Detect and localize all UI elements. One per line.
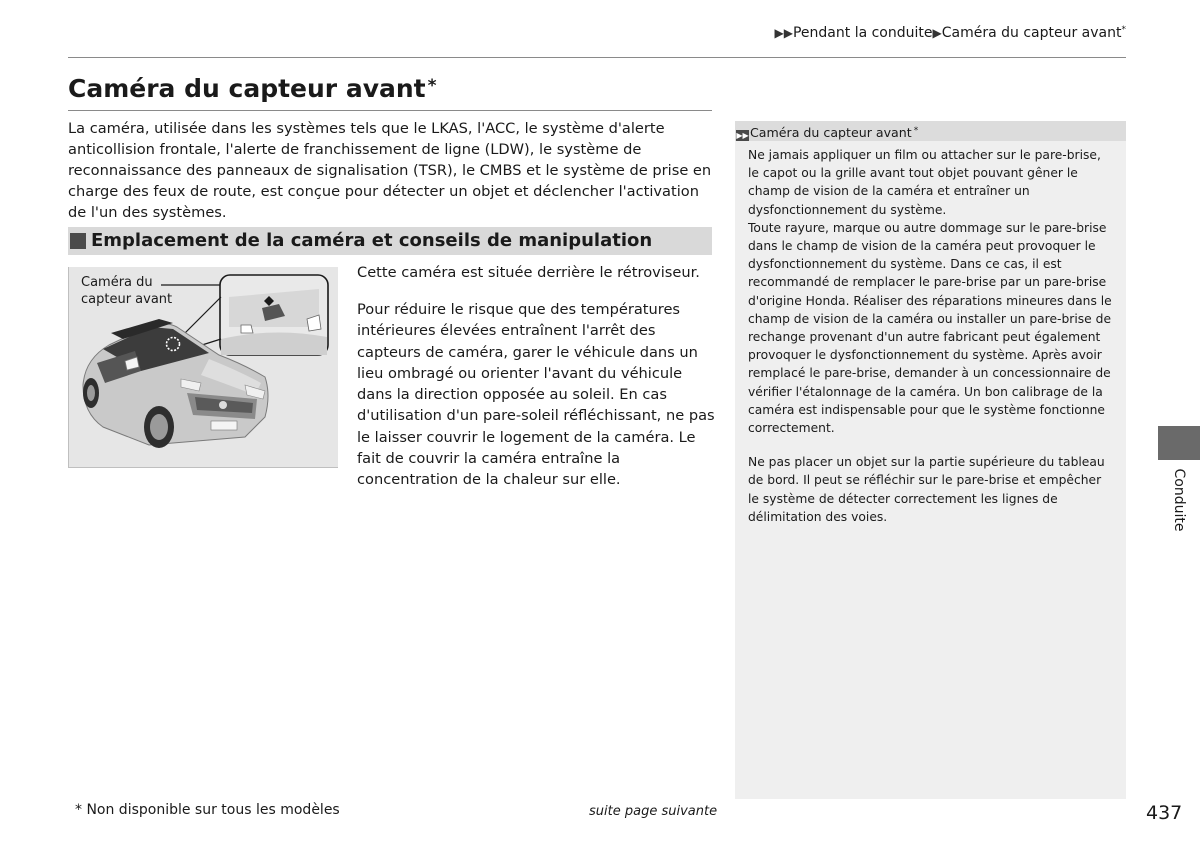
breadcrumb [775, 25, 1126, 41]
chapter-tab-text: Conduite [1171, 468, 1187, 532]
breadcrumb-arrow-icon: ▶▶ [774, 26, 793, 40]
sidebar-paragraph-film: Ne jamais appliquer un film ou attacher sur le pare-brise, le capot ou la grille avant tout objet pouvant gêner le champ de vision de la caméra et entraîner un dysfonctionnement du système. [748, 148, 1101, 217]
figure-label-line: Caméra du [81, 275, 153, 290]
chapter-tab[interactable] [1158, 426, 1200, 460]
page-number: 437 [1146, 802, 1183, 824]
figure-label-line: capteur avant [81, 292, 173, 307]
reference-arrow-icon: ▶▶ [736, 131, 749, 140]
section-heading: Emplacement de la caméra et conseils de manipulation [91, 230, 653, 251]
sidebar-notes [735, 121, 1126, 799]
section-heading-bar [68, 227, 712, 255]
title-divider [68, 110, 712, 111]
body-paragraph-heat: Pour réduire le risque que des températures intérieures élevées entraînent l'arrêt des capteurs de caméra, garer le véhicule dans un lieu ombragé ou orienter l'avant du véhicule dans la direction opposée au soleil. En cas d'utilisation d'un pare-soleil réfléchissant, ne pas le laisser couvrir le logement de la caméra. Le fait de couvrir la caméra entraîne la concentration de la chaleur sur elle. [357, 301, 715, 489]
breadcrumb-asterisk: * [1121, 25, 1126, 35]
figure-label [81, 274, 172, 308]
camera-location-figure [68, 267, 338, 468]
breadcrumb-item-camera[interactable]: Caméra du capteur avant [941, 25, 1122, 41]
section-square-icon [70, 233, 86, 249]
footnote: * Non disponible sur tous les modèles [75, 802, 340, 818]
page-title-text: Caméra du capteur avant [68, 74, 426, 103]
sidebar-title: Caméra du capteur avant [750, 125, 912, 140]
sidebar-paragraph-windshield: Toute rayure, marque ou autre dommage sur le pare-brise dans le champ de vision de la caméra peut provoquer le dysfonctionnement du système. Dans ce cas, il est recommandé de remplacer le pare-brise par un pare-brise d'origine Honda. Réaliser des réparations mineures dans le champ de vision de la caméra ou installer un pare-brise de rechange provenant d'un autre fabricant peut également provoquer le dysfonctionnement du système. Après avoir remplacé le pare-brise, demander à un concessionnaire de vérifier l'étalonnage de la caméra. Un bon calibrage de la caméra est indispensable pour que le système fonctionne correctement. [748, 220, 1112, 436]
sidebar-title-asterisk: * [913, 126, 919, 136]
page-title [68, 74, 437, 103]
header-divider [68, 57, 1126, 58]
intro-paragraph: La caméra, utilisée dans les systèmes tels que le LKAS, l'ACC, le système d'alerte anticollision frontale, l'alerte de franchissement de ligne (LDW), le système de reconnaissance des panneaux de signalisation (TSR), le CMBS et le système de prise en charge des feux de route, est conçue pour détecter un objet et déclencher l'activation de l'un des systèmes. [68, 120, 712, 221]
chapter-tab-label [1158, 462, 1200, 538]
breadcrumb-item-driving[interactable]: Pendant la conduite [792, 25, 933, 41]
breadcrumb-arrow-icon: ▶ [932, 26, 942, 40]
sidebar-paragraph-dashboard: Ne pas placer un objet sur la partie supérieure du tableau de bord. Il peut se réfléchir sur le pare-brise et empêcher le système de détecter correctement les lignes de délimitation des voies. [748, 455, 1105, 524]
continued-note: suite page suivante [589, 804, 718, 819]
body-paragraph-location: Cette caméra est située derrière le rétroviseur. [357, 264, 700, 281]
page-title-asterisk: * [427, 76, 437, 96]
sidebar-header [735, 121, 1126, 141]
sidebar-body [735, 141, 1126, 526]
